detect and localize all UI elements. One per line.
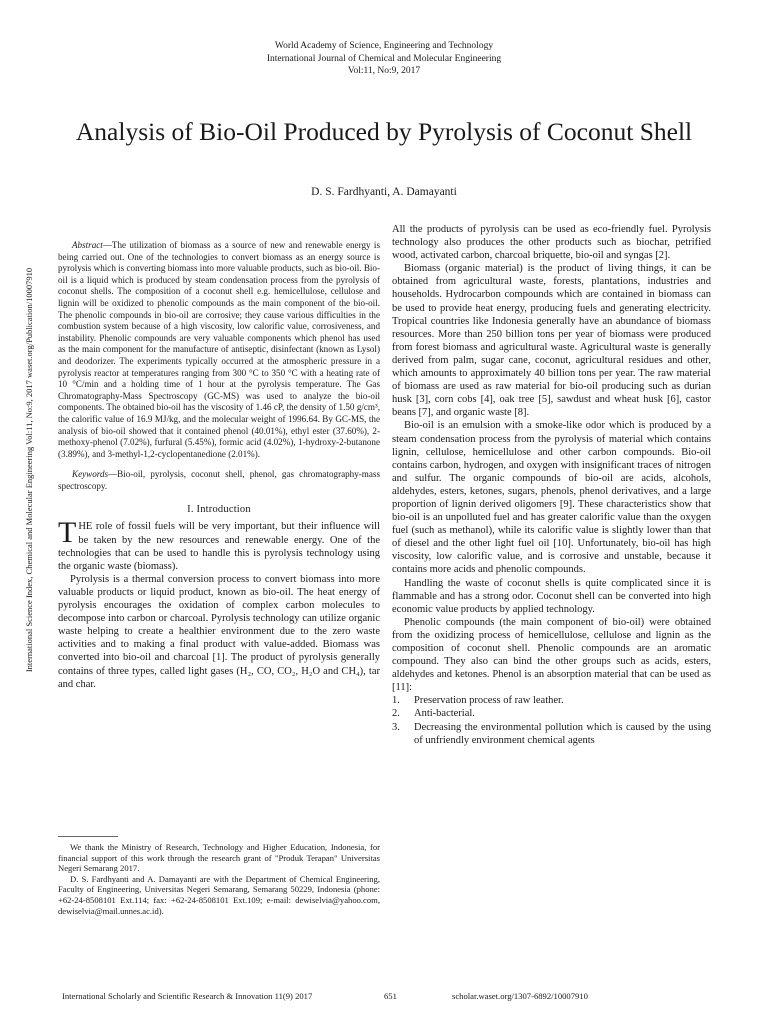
journal-name: International Journal of Chemical and Molecular Engineering bbox=[266, 53, 502, 64]
keywords bbox=[58, 469, 380, 492]
list-item-text: Decreasing the environmental pollution which is caused by the using of unfriendly environment chemical agents bbox=[414, 721, 711, 746]
list-item-number: 2. bbox=[392, 708, 400, 720]
right-paragraph-2: Biomass (organic material) is the product of living things, it can be obtained from agricultural waste, forests, plantations, industries and households. Hydrocarbon compounds which are contained in biomass can be used to provide heat energy, producing fuels and generating electricity. Tropical countries like Indonesia generally have an abundance of biomass resources. More than 250 billion tons per year of biomass were produced from forest biomass and agricultural waste. Agricultural waste is generally derived from palm, sugar cane, coconut, agricultural residues and other, which amounts to approximately 40 billion tons per year. The raw material of biomass are used as raw material for bio-oil producing such as durian husk [3], corn cobs [4], oak tree [5], sawdust and wheat husk [6], castor beans [7], and organic waste [8]. bbox=[392, 263, 711, 419]
abstract-label: Abstract bbox=[72, 240, 103, 250]
list-item bbox=[392, 694, 711, 707]
footnote-affiliation: D. S. Fardhyanti and A. Damayanti are with the Department of Chemical Engineering, Faculty of Engineering, Universitas Negeri Semarang, Semarang 50229, Indonesia (phone: +62-24-8508101 Ext.114; fax: +62-24-8508101 Ext.109; e-mail: dewiselvia@yahoo.com, dewiselvia@mail.unnes.ac.id). bbox=[58, 873, 380, 916]
intro-paragraph-1-text: HE role of fossil fuels will be very important, but their influence will be taken by the new resources and renewable energy. One of the technologies that can be used to handle this is pyrolysis technology using the organic waste (biomass). bbox=[58, 521, 380, 572]
right-paragraph-1: All the products of pyrolysis can be used as eco-friendly fuel. Pyrolysis technology also produces the other products such as biochar, petrified wood, activated carbon, charcoal briquette, bio-oil and syngas [2]. bbox=[392, 224, 711, 262]
journal-header bbox=[0, 40, 768, 78]
sidebar-citation-text: International Science Index, Chemical and Molecular Engineering Vol:11, No:9, 2017 waset.org/Publication/10007910 bbox=[24, 267, 34, 673]
footnote-divider bbox=[58, 836, 118, 837]
right-paragraph-5: Phenolic compounds (the main component of bio-oil) were obtained from the oxidizing process of hemicellulose, cellulose and lignin as the composition of coconut shell. Phenolic compounds are an aromatic compound. They also can bind the other groups such as acids, esters, aldehydes and ketones. Phenol is an absorption material that can be used as [11]: bbox=[392, 616, 711, 694]
list-item bbox=[392, 707, 711, 720]
sidebar-citation bbox=[20, 267, 38, 673]
paper-title: Analysis of Bio-Oil Produced by Pyrolysis of Coconut Shell bbox=[75, 117, 693, 146]
footnote-acknowledgement: We thank the Ministry of Research, Technology and Higher Education, Indonesia, for financial support of this work through the research grant of "Produk Terapan" Universitas Negeri Semarang 2017. bbox=[58, 842, 380, 874]
keywords-label: Keywords bbox=[72, 469, 109, 480]
list-item-number: 3. bbox=[392, 721, 400, 733]
page-number: 651 bbox=[384, 991, 397, 1001]
drop-cap: T bbox=[58, 516, 77, 550]
footnote bbox=[58, 842, 380, 916]
section-heading-introduction: I. Introduction bbox=[187, 504, 251, 516]
phenol-uses-list bbox=[392, 694, 711, 746]
abstract bbox=[58, 240, 380, 460]
footer-publisher: International Scholarly and Scientific Research & Innovation 11(9) 2017 bbox=[62, 991, 313, 1001]
keywords-text: —Bio-oil, pyrolysis, coconut shell, phenol, gas chromatography-mass spectroscopy. bbox=[58, 469, 380, 491]
right-paragraph-4: Handling the waste of coconut shells is quite complicated since it is flammable and has a strong odor. Coconut shell can be converted into high economic value products by applied technology. bbox=[392, 577, 711, 615]
journal-volume: Vol:11, No:9, 2017 bbox=[347, 66, 421, 76]
list-item-text: Anti-bacterial. bbox=[414, 708, 475, 720]
journal-publisher: World Academy of Science, Engineering and Technology bbox=[274, 41, 494, 51]
footer-url: scholar.waset.org/1307-6892/10007910 bbox=[452, 991, 588, 1001]
list-item-number: 1. bbox=[392, 695, 400, 707]
intro-paragraph-1 bbox=[58, 516, 380, 572]
right-column bbox=[392, 223, 711, 747]
paper-authors: D. S. Fardhyanti, A. Damayanti bbox=[311, 186, 457, 198]
list-item bbox=[392, 721, 711, 747]
list-item-text: Preservation process of raw leather. bbox=[414, 695, 564, 707]
left-column bbox=[58, 240, 380, 691]
intro-paragraph-2: Pyrolysis is a thermal conversion process to convert biomass into more valuable products or liquid product, known as bio-oil. The heat energy of pyrolysis encourages the oxidation of complex carbon molecules to decompose into carbon or charcoal. Pyrolysis technology can utilize organic waste helping to create a healthier environment due to the zero waste activities and to making a final product with value-added. Biomass was converted into bio-oil and charcoal [1]. The product of pyrolysis generally contains of three types, called light gases (H₂, CO, CO₂, H₂O and CH₄), tar and char. bbox=[58, 573, 380, 690]
abstract-text: —The utilization of biomass as a source of new and renewable energy is being carried out. One of the technologies to convert biomass as an energy source is pyrolysis which is converting biomass into more valuable products, such as bio-oil. Bio-oil is a liquid which is produced by steam condensation process from the pyrolysis of coconut shells. The composition of a coconut shell e.g. hemicellulose, cellulose and lignin will be oxidized to phenolic compounds as the main component of the bio-oil. The phenolic compounds in bio-oil are corrosive; they cause various difficulties in the combustion system because of a high viscosity, low calorific value, corrosiveness, and instability. Phenolic compounds are very valuable components which phenol has used as the main component for the manufacture of antiseptic, disinfectant (known as Lysol) and deodorizer. The experiments typically occurred at the atmospheric pressure in a pyrolysis reactor at temperatures ranging from 300 °C to 350 °C with a heating rate of 10 °C/min and a holding time of 1 hour at the pyrolysis temperature. The Gas Chromatography-Mass Spectroscopy (GC-MS) was used to analyze the bio-oil components. The obtained bio-oil has the viscosity of 1.46 cP, the density of 1.50 g/cm³, the calorific value of 16.9 MJ/kg, and the molecular weight of 1996.64. By GC-MS, the analysis of bio-oil showed that it contained phenol (40.01%), ethyl ester (37.60%), 2-methoxy-phenol (7.02%), furfural (5.45%), formic acid (4.02%), 1-hydroxy-2-butanone (3.89%), and 3-methyl-1,2-cyclopentanedione (2.01%). bbox=[58, 240, 380, 459]
right-paragraph-3: Bio-oil is an emulsion with a smoke-like odor which is produced by a steam condensation process from the pyrolysis of material which contains lignin, cellulose, hemicellulose and other carbon compounds. Bio-oil contains carbon, hydrogen, and oxygen with insignificant traces of nitrogen and sulfur. The organic compounds of bio-oil are acids, alcohols, aldehydes, esters, ketones, sugars, phenols, phenol derivatives, and a large proportion of lignin derived oligomers [9]. These characteristics show that bio-oil is an unpolluted fuel and has greater calorific value than the oxygen fuel (such as methanol), while its calorific value is slightly lower than that of diesel and the other light fuel oil [10]. Unfortunately, bio-oil has high viscosity, low calorific value, and is corrosive and unstable, because it contains more acids and phenolic compounds. bbox=[392, 420, 711, 576]
